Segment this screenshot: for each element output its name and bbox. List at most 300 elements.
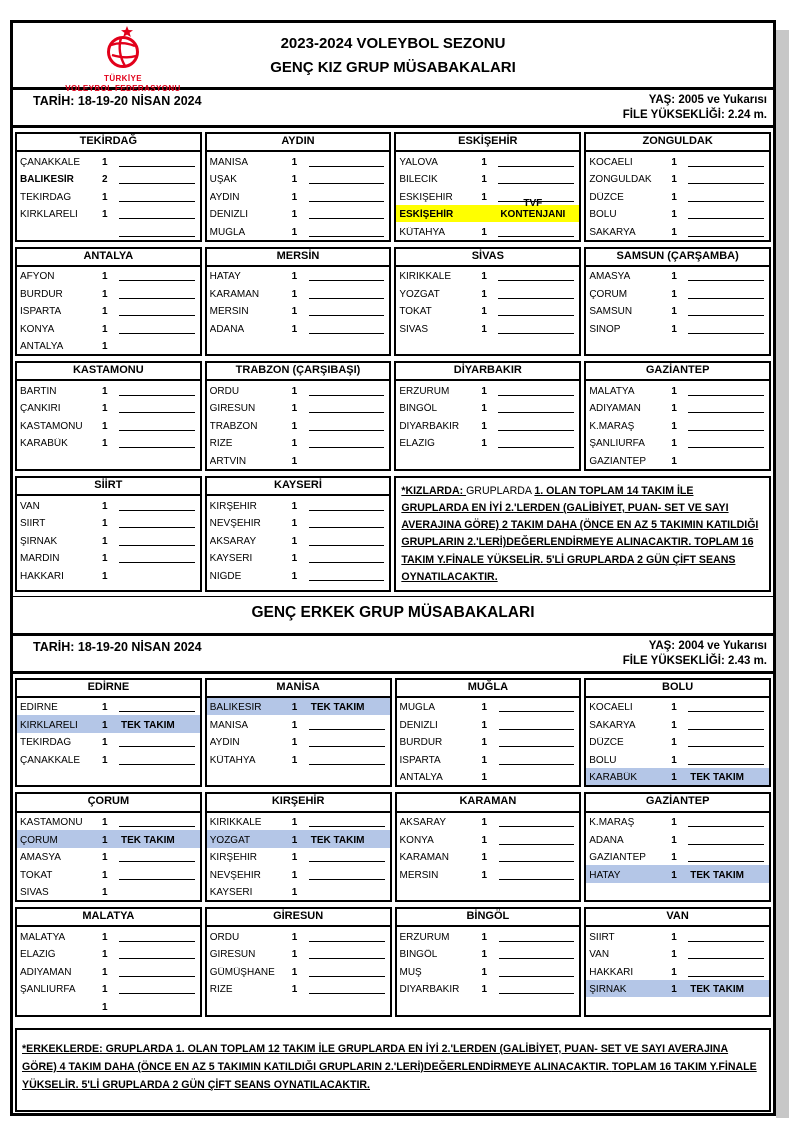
team-row bbox=[396, 434, 579, 452]
team-row bbox=[17, 962, 200, 980]
blank-line bbox=[309, 826, 385, 827]
city-name: RİZE bbox=[209, 438, 233, 450]
group-samsun-ar-amba bbox=[584, 247, 771, 357]
team-row bbox=[207, 566, 390, 584]
team-row bbox=[397, 945, 580, 963]
group-gazi-antep bbox=[584, 361, 771, 471]
blank-line bbox=[499, 941, 575, 942]
team-row bbox=[396, 319, 579, 337]
blank-line bbox=[309, 447, 385, 448]
team-row bbox=[17, 927, 200, 945]
team-count: 1 bbox=[481, 403, 487, 415]
group-orum bbox=[15, 792, 202, 902]
group-antalya bbox=[15, 247, 202, 357]
team-count: 1 bbox=[671, 385, 677, 397]
blank-line bbox=[499, 993, 575, 994]
team-row bbox=[17, 750, 200, 768]
team-row bbox=[397, 962, 580, 980]
team-row bbox=[207, 927, 390, 945]
team-row bbox=[17, 883, 200, 901]
team-count: 1 bbox=[102, 966, 108, 978]
blank-line bbox=[309, 746, 385, 747]
team-count: 1 bbox=[291, 737, 298, 749]
city-name: TRABZON bbox=[209, 420, 258, 432]
team-row bbox=[207, 733, 390, 751]
city-name: DİYARBAKIR bbox=[399, 420, 460, 432]
city-name: BALIKESİR bbox=[20, 174, 74, 186]
city-name: ANTALYA bbox=[20, 341, 64, 353]
girls-age-label: YAŞ: 2005 ve Yukarısı bbox=[648, 94, 767, 106]
blank-line bbox=[498, 447, 574, 448]
team-count: 1 bbox=[671, 719, 677, 731]
team-count: 1 bbox=[481, 754, 488, 766]
city-name: AMASYA bbox=[20, 852, 61, 864]
blank-line bbox=[688, 298, 764, 299]
team-count: 1 bbox=[291, 455, 298, 467]
city-name: KARAMAN bbox=[399, 852, 449, 864]
team-row bbox=[207, 715, 390, 733]
tag-label: TEK TAKIM bbox=[310, 702, 365, 714]
city-name: ADANA bbox=[589, 834, 624, 846]
group-title: SİVAS bbox=[396, 249, 579, 267]
group-title: BOLU bbox=[586, 680, 769, 698]
city-name: ELAZIĞ bbox=[20, 949, 56, 961]
team-row bbox=[586, 848, 769, 866]
team-row bbox=[397, 980, 580, 998]
team-count: 1 bbox=[481, 702, 488, 714]
city-name: SAMSUN bbox=[589, 306, 633, 318]
team-row bbox=[586, 222, 769, 240]
blank-line bbox=[498, 183, 574, 184]
team-row bbox=[207, 750, 390, 768]
city-name: ARTVİN bbox=[209, 455, 247, 467]
team-count: 1 bbox=[102, 887, 108, 899]
blank-line bbox=[119, 562, 195, 563]
city-name: BOLU bbox=[589, 754, 617, 766]
city-name: KASTAMONU bbox=[20, 420, 83, 432]
blank-line bbox=[688, 430, 764, 431]
team-row bbox=[17, 566, 200, 584]
team-count: 1 bbox=[102, 1001, 108, 1013]
tag-label: TEK TAKIM bbox=[690, 869, 744, 881]
group-malatya bbox=[15, 907, 202, 1017]
city-name: ELAZIĞ bbox=[399, 438, 435, 450]
group-title: MERSİN bbox=[207, 249, 390, 267]
team-count: 1 bbox=[291, 834, 298, 846]
blank-line bbox=[688, 844, 764, 845]
team-row bbox=[586, 284, 769, 302]
city-name: ORDU bbox=[209, 385, 240, 397]
team-row bbox=[17, 337, 200, 355]
team-count: 1 bbox=[671, 271, 677, 283]
blank-line bbox=[688, 826, 764, 827]
team-row bbox=[586, 152, 769, 170]
city-name: BURDUR bbox=[399, 737, 443, 749]
city-name: RİZE bbox=[209, 984, 233, 996]
city-name: DENİZLİ bbox=[399, 719, 438, 731]
team-row bbox=[17, 980, 200, 998]
city-name: SİVAS bbox=[20, 887, 49, 899]
blank-line bbox=[499, 711, 575, 712]
team-row bbox=[207, 514, 390, 532]
city-name: BİNGÖL bbox=[399, 949, 438, 961]
team-row bbox=[17, 434, 200, 452]
team-count: 1 bbox=[102, 420, 108, 432]
blank-line bbox=[498, 315, 574, 316]
team-count: 1 bbox=[481, 984, 488, 996]
team-row bbox=[207, 284, 390, 302]
city-name: K.MARAŞ bbox=[589, 420, 635, 432]
city-name: HATAY bbox=[589, 869, 621, 881]
team-count: 1 bbox=[102, 834, 108, 846]
team-row bbox=[207, 399, 390, 417]
city-name: DİYARBAKIR bbox=[399, 984, 460, 996]
team-count: 1 bbox=[481, 191, 487, 203]
blank-line bbox=[688, 315, 764, 316]
city-name: ŞANLIURFA bbox=[20, 984, 76, 996]
blank-line bbox=[119, 711, 195, 712]
team-count: 1 bbox=[671, 209, 677, 221]
city-name: MUŞ bbox=[399, 966, 422, 978]
team-count: 1 bbox=[291, 887, 298, 899]
team-count: 1 bbox=[481, 174, 487, 186]
blank-line bbox=[309, 976, 385, 977]
team-row bbox=[396, 284, 579, 302]
team-count: 1 bbox=[291, 719, 298, 731]
team-count: 1 bbox=[102, 737, 108, 749]
city-name: GİRESUN bbox=[209, 949, 256, 961]
team-row bbox=[17, 813, 200, 831]
blank-line bbox=[499, 764, 575, 765]
team-row bbox=[396, 198, 579, 223]
blank-line bbox=[309, 729, 385, 730]
blank-line bbox=[688, 236, 764, 237]
blank-line bbox=[688, 729, 764, 730]
group-title: ZONGULDAK bbox=[586, 134, 769, 152]
boys-age-label: YAŞ: 2004 ve Yukarısı bbox=[648, 639, 767, 652]
team-count: 1 bbox=[102, 156, 108, 168]
team-count: 1 bbox=[102, 500, 108, 512]
group-si-vas bbox=[394, 247, 581, 357]
boys-date-bar bbox=[13, 636, 773, 674]
team-count: 1 bbox=[102, 271, 108, 283]
blank-line bbox=[309, 412, 385, 413]
blank-line bbox=[119, 280, 195, 281]
blank-line bbox=[119, 861, 195, 862]
city-name: KONYA bbox=[399, 834, 434, 846]
blank-line bbox=[119, 395, 195, 396]
blank-line bbox=[119, 545, 195, 546]
team-count: 1 bbox=[481, 306, 487, 318]
group-title: ANTALYA bbox=[17, 249, 200, 267]
team-count: 1 bbox=[481, 385, 487, 397]
city-name: GİRESUN bbox=[209, 403, 256, 415]
team-row bbox=[207, 865, 390, 883]
city-name: ADIYAMAN bbox=[589, 403, 641, 415]
team-row bbox=[207, 170, 390, 188]
team-count: 1 bbox=[671, 949, 677, 961]
team-count: 1 bbox=[481, 156, 487, 168]
blank-line bbox=[309, 430, 385, 431]
note-text: GRUPLARDA bbox=[466, 484, 535, 497]
group-title: TRABZON (ÇARŞIBAŞI) bbox=[207, 363, 390, 381]
team-count: 1 bbox=[671, 772, 677, 784]
city-name: KIRŞEHİR bbox=[209, 852, 257, 864]
city-name: SAKARYA bbox=[589, 719, 636, 731]
city-name: TOKAT bbox=[20, 869, 53, 881]
blank-line bbox=[119, 218, 195, 219]
tag-label: TEK TAKIM bbox=[121, 719, 175, 731]
tag-label: TEK TAKIM bbox=[310, 834, 365, 846]
city-name: BURDUR bbox=[20, 288, 63, 300]
city-name: AYDIN bbox=[209, 191, 240, 203]
city-name: KIRKLARELİ bbox=[20, 719, 78, 731]
team-row bbox=[586, 945, 769, 963]
city-name: BALIKESİR bbox=[209, 702, 262, 714]
team-count: 1 bbox=[481, 420, 487, 432]
city-name: KAYSERİ bbox=[209, 887, 253, 899]
girls-date-bar bbox=[13, 90, 773, 128]
blank-line bbox=[119, 879, 195, 880]
city-name: ERZURUM bbox=[399, 385, 450, 397]
group-bolu bbox=[584, 678, 771, 788]
team-row bbox=[207, 222, 390, 240]
team-row bbox=[586, 434, 769, 452]
team-count: 1 bbox=[291, 949, 298, 961]
team-count: 1 bbox=[671, 226, 677, 238]
group-mu-la bbox=[395, 678, 582, 788]
team-count: 1 bbox=[291, 385, 298, 397]
team-row bbox=[397, 927, 580, 945]
team-count: 1 bbox=[481, 817, 488, 829]
city-name: SAKARYA bbox=[589, 226, 636, 238]
city-name: DENİZLİ bbox=[209, 209, 248, 221]
city-name: UŞAK bbox=[209, 174, 237, 186]
city-name: MARDİN bbox=[20, 553, 60, 565]
team-row bbox=[397, 733, 580, 751]
city-name: ANTALYA bbox=[399, 772, 443, 784]
team-count: 1 bbox=[102, 949, 108, 961]
blank-line bbox=[688, 218, 764, 219]
team-row bbox=[17, 830, 200, 848]
tag-label: TEK TAKIM bbox=[690, 772, 744, 784]
blank-line bbox=[688, 333, 764, 334]
group-title: ESKİŞEHİR bbox=[396, 134, 579, 152]
tag-label: TEK TAKIM bbox=[690, 984, 744, 996]
blank-line bbox=[119, 412, 195, 413]
group-title: MANİSA bbox=[207, 680, 390, 698]
team-count: 1 bbox=[481, 949, 488, 961]
blank-line bbox=[309, 166, 385, 167]
boys-note bbox=[15, 1028, 771, 1112]
team-row bbox=[207, 980, 390, 998]
team-row bbox=[586, 750, 769, 768]
blank-line bbox=[688, 861, 764, 862]
city-name: DÜZCE bbox=[589, 191, 624, 203]
blank-line bbox=[309, 562, 385, 563]
document-page bbox=[10, 20, 776, 1116]
city-name: HAKKARİ bbox=[20, 570, 64, 582]
city-name: EDİRNE bbox=[20, 702, 58, 714]
group-mani-sa bbox=[205, 678, 392, 788]
team-row bbox=[207, 945, 390, 963]
team-count: 1 bbox=[291, 817, 298, 829]
tag-label: TVF KONTENJANI bbox=[500, 198, 566, 221]
team-count: 1 bbox=[291, 306, 298, 318]
blank-line bbox=[499, 729, 575, 730]
page-shadow bbox=[776, 30, 789, 1118]
team-row bbox=[396, 170, 579, 188]
team-row bbox=[397, 698, 580, 716]
city-name: YOZGAT bbox=[209, 834, 251, 846]
blank-line bbox=[499, 844, 575, 845]
group-mersi-n bbox=[205, 247, 392, 357]
girls-groups-grid bbox=[13, 128, 773, 596]
group-title: SAMSUN (ÇARŞAMBA) bbox=[586, 249, 769, 267]
group-aydin bbox=[205, 132, 392, 242]
team-count: 1 bbox=[102, 438, 108, 450]
team-count: 1 bbox=[102, 570, 108, 582]
city-name: KARABÜK bbox=[20, 438, 68, 450]
blank-line bbox=[688, 201, 764, 202]
blank-line bbox=[498, 333, 574, 334]
city-name: KIRIKKALE bbox=[399, 271, 452, 283]
blank-line bbox=[498, 412, 574, 413]
team-count: 1 bbox=[481, 226, 487, 238]
city-name: KONYA bbox=[20, 323, 55, 335]
blank-line bbox=[688, 958, 764, 959]
blank-line bbox=[688, 711, 764, 712]
federation-name-line1: TÜRKİYE bbox=[104, 74, 142, 83]
blank-line bbox=[119, 993, 195, 994]
city-name: TEKİRDAĞ bbox=[20, 191, 72, 203]
city-name bbox=[20, 1013, 102, 1015]
team-count: 1 bbox=[291, 754, 298, 766]
city-name: ÇANAKKALE bbox=[20, 754, 81, 766]
team-row bbox=[396, 416, 579, 434]
blank-line bbox=[309, 958, 385, 959]
title-block bbox=[13, 32, 773, 80]
blank-line bbox=[119, 430, 195, 431]
blank-line bbox=[119, 201, 195, 202]
city-name: MERSİN bbox=[209, 306, 249, 318]
team-row bbox=[586, 399, 769, 417]
team-count: 1 bbox=[481, 288, 487, 300]
team-count: 1 bbox=[291, 438, 298, 450]
blank-line bbox=[119, 958, 195, 959]
team-row bbox=[207, 698, 390, 716]
city-name: DÜZCE bbox=[589, 737, 624, 749]
team-row bbox=[586, 865, 769, 883]
team-count: 1 bbox=[102, 518, 108, 530]
team-count: 1 bbox=[291, 869, 298, 881]
city-name: ISPARTA bbox=[20, 306, 62, 318]
federation-name-line2: VOLEYBOL FEDERASYONU bbox=[65, 83, 181, 93]
team-row bbox=[586, 813, 769, 831]
city-name: K.MARAŞ bbox=[589, 817, 635, 829]
team-count: 1 bbox=[671, 403, 677, 415]
tag-label: TEK TAKIM bbox=[121, 834, 175, 846]
blank-line bbox=[119, 941, 195, 942]
group-teki-rda bbox=[15, 132, 202, 242]
team-row bbox=[17, 733, 200, 751]
city-name: VAN bbox=[589, 949, 610, 961]
city-name: ADIYAMAN bbox=[20, 966, 72, 978]
team-row bbox=[207, 813, 390, 831]
team-count: 1 bbox=[671, 931, 677, 943]
girls-section-title: GENÇ KIZ GRUP MÜSABAKALARI bbox=[270, 59, 516, 76]
team-row bbox=[17, 945, 200, 963]
team-row bbox=[17, 319, 200, 337]
team-row bbox=[207, 451, 390, 469]
team-row bbox=[17, 170, 200, 188]
team-row bbox=[207, 187, 390, 205]
blank-line bbox=[498, 298, 574, 299]
group-title: MUĞLA bbox=[397, 680, 580, 698]
city-name: MANİSA bbox=[209, 156, 248, 168]
team-row bbox=[586, 416, 769, 434]
city-name: BOLU bbox=[589, 209, 617, 221]
team-count: 1 bbox=[291, 702, 298, 714]
team-row bbox=[17, 715, 200, 733]
blank-line bbox=[499, 958, 575, 959]
team-count: 1 bbox=[291, 288, 298, 300]
team-row bbox=[17, 865, 200, 883]
group-van bbox=[584, 907, 771, 1017]
team-count: 1 bbox=[291, 226, 298, 238]
team-row bbox=[207, 830, 390, 848]
city-name: YOZGAT bbox=[399, 288, 440, 300]
blank-line bbox=[119, 236, 195, 237]
team-row bbox=[207, 549, 390, 567]
team-count: 1 bbox=[291, 984, 298, 996]
group-title: AYDIN bbox=[207, 134, 390, 152]
team-row bbox=[586, 187, 769, 205]
blank-line bbox=[688, 941, 764, 942]
team-row bbox=[397, 768, 580, 786]
team-count: 1 bbox=[102, 535, 108, 547]
team-row bbox=[207, 319, 390, 337]
blank-line bbox=[309, 236, 385, 237]
blank-line bbox=[688, 183, 764, 184]
team-count: 1 bbox=[102, 403, 108, 415]
city-name: ÇANAKKALE bbox=[20, 156, 81, 168]
boys-date-label: TARİH: 18-19-20 NİSAN 2024 bbox=[33, 639, 202, 654]
group-eski-ehi-r bbox=[394, 132, 581, 242]
group-karaman bbox=[395, 792, 582, 902]
team-count: 1 bbox=[671, 455, 677, 467]
team-count: 1 bbox=[102, 191, 108, 203]
team-row bbox=[17, 531, 200, 549]
team-count: 1 bbox=[671, 438, 677, 450]
season-title: 2023-2024 VOLEYBOL SEZONU bbox=[280, 35, 506, 52]
team-row bbox=[17, 399, 200, 417]
blank-line bbox=[309, 879, 385, 880]
team-row bbox=[17, 549, 200, 567]
team-row bbox=[207, 267, 390, 285]
team-count: 1 bbox=[102, 209, 108, 221]
city-name: AMASYA bbox=[589, 271, 631, 283]
city-name: GAZİANTEP bbox=[589, 852, 646, 864]
city-name: MUĞLA bbox=[209, 226, 246, 238]
boys-age-net-block bbox=[623, 639, 767, 669]
team-row bbox=[207, 302, 390, 320]
team-row bbox=[586, 451, 769, 469]
city-name: AKSARAY bbox=[399, 817, 446, 829]
team-count: 1 bbox=[671, 174, 677, 186]
team-count: 1 bbox=[291, 553, 298, 565]
team-row bbox=[17, 152, 200, 170]
